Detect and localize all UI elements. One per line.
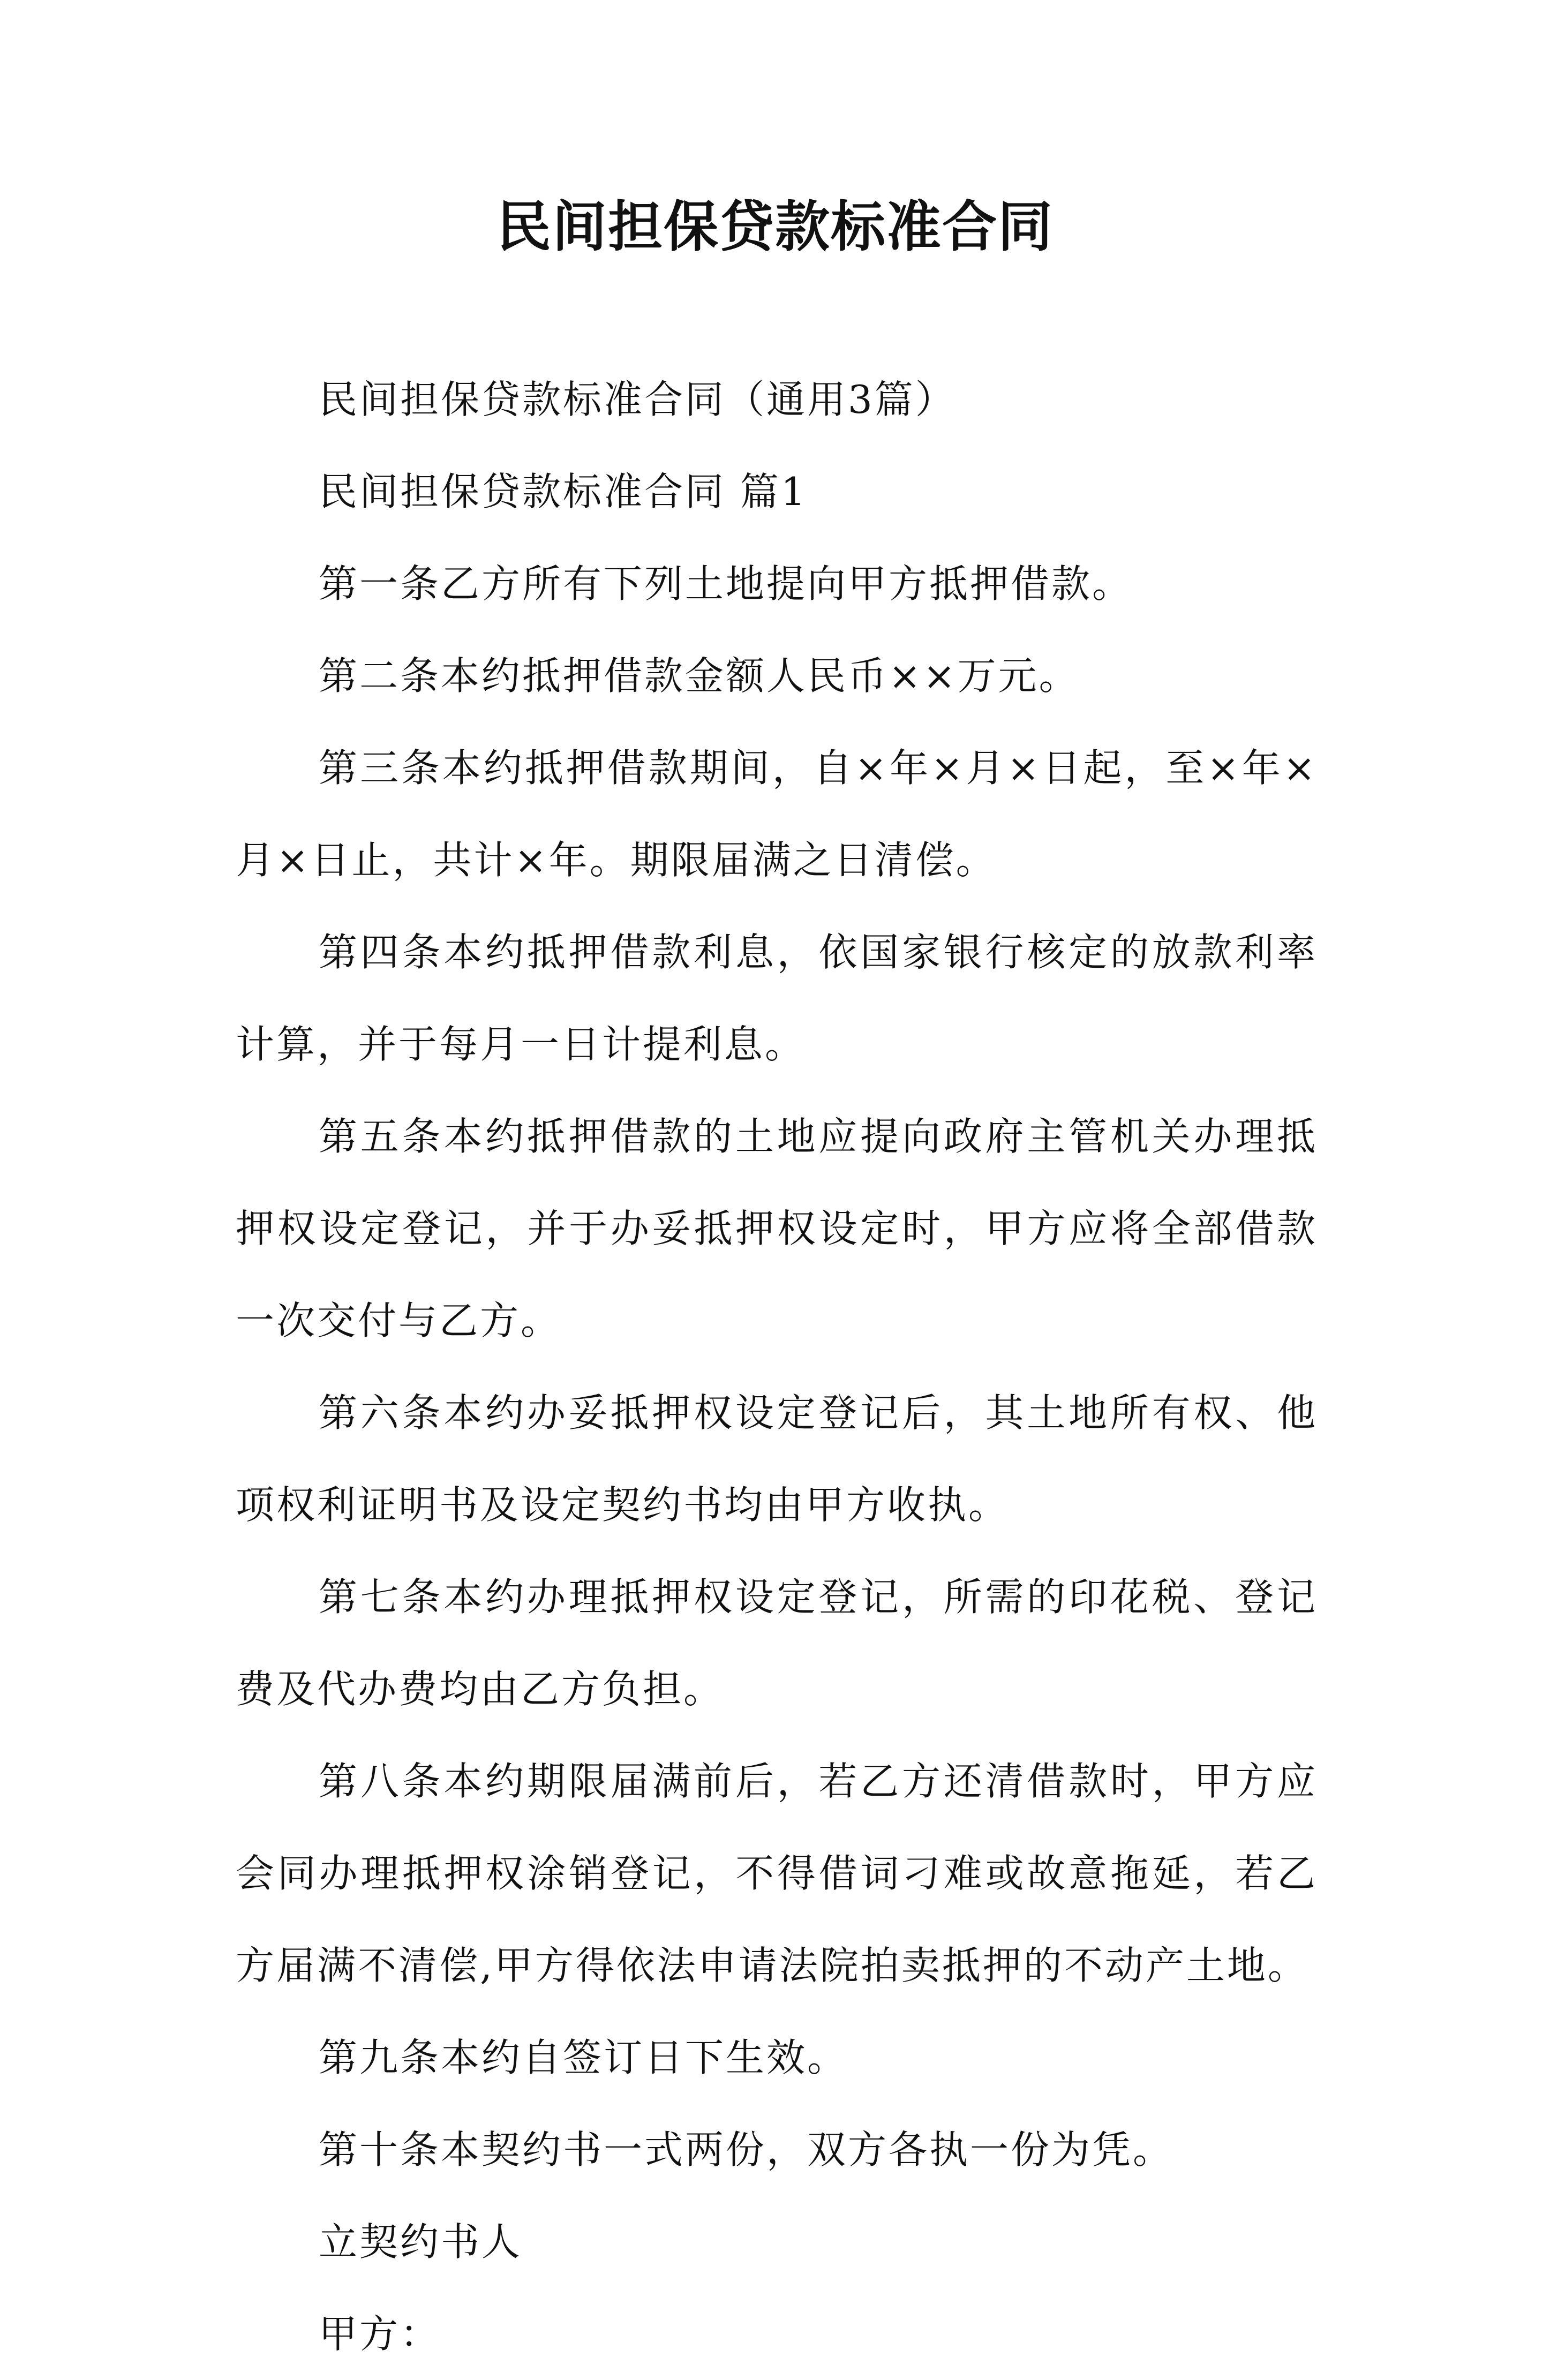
paragraph-article-5: 第五条本约抵押借款的土地应提向政府主管机关办理抵押权设定登记，并于办妥抵押权设定时，甲方应将全部借款一次交付与乙方。 <box>236 1114 1318 1343</box>
paragraph-section-heading: 民间担保贷款标准合同 篇1 <box>319 469 808 514</box>
document-title: 民间担保贷款标准合同 <box>496 195 1054 259</box>
paragraph-article-10: 第十条本契约书一式两份，双方各执一份为凭。 <box>319 2127 1174 2172</box>
paragraph-article-3: 第三条本约抵押借款期间，自×年×月×日起，至×年×月×日止，共计×年。期限届满之日清偿。 <box>236 745 1318 883</box>
paragraph-article-7: 第七条本约办理抵押权设定登记，所需的印花税、登记费及代办费均由乙方负担。 <box>236 1575 1318 1712</box>
paragraph-article-1: 第一条乙方所有下列土地提向甲方抵押借款。 <box>319 561 1133 606</box>
paragraph-article-8: 第八条本约期限届满前后，若乙方还清借款时，甲方应会同办理抵押权涂销登记，不得借词刁难或故意拖延，若乙方届满不清偿,甲方得依法申请法院拍卖抵押的不动产土地。 <box>236 1759 1318 1988</box>
paragraph-article-6: 第六条本约办妥抵押权设定登记后，其土地所有权、他项权利证明书及设定契约书均由甲方收执。 <box>236 1390 1318 1527</box>
document-body <box>236 353 1318 2380</box>
paragraph-article-4: 第四条本约抵押借款利息，依国家银行核定的放款利率计算，并于每月一日计提利息。 <box>236 930 1318 1067</box>
paragraph-subtitle: 民间担保贷款标准合同（通用3篇） <box>319 377 956 422</box>
paragraph-signatories-label: 立契约书人 <box>319 2219 523 2264</box>
paragraph-party-a-label: 甲方： <box>319 2311 441 2356</box>
paragraph-article-9: 第九条本约自签订日下生效。 <box>319 2035 848 2080</box>
paragraph-article-2: 第二条本约抵押借款金额人民币××万元。 <box>319 653 1080 698</box>
